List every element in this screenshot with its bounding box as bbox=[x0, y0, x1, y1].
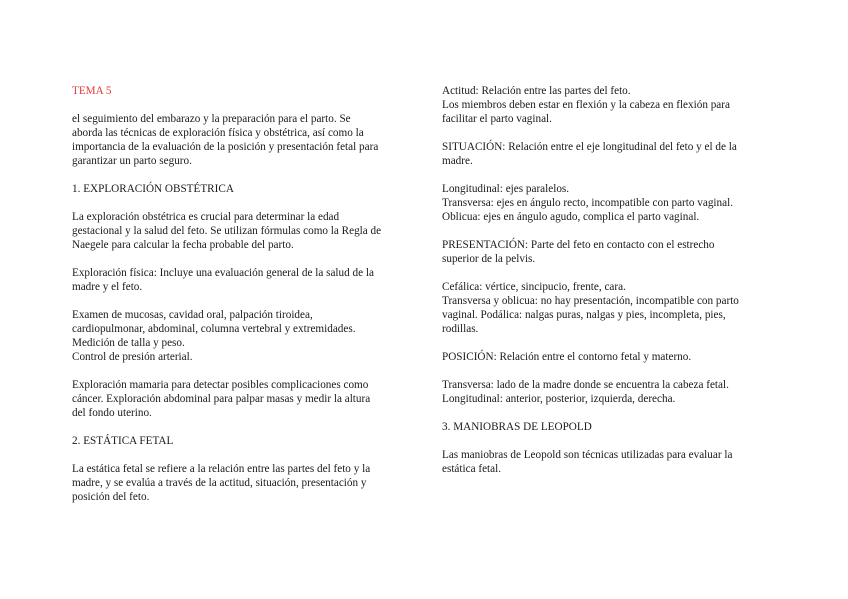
paragraph: La estática fetal se refiere a la relación entre las partes del feto y la madre, y se evalúa a través de la actitud, situación, presentación y posición del feto. bbox=[72, 463, 371, 503]
paragraph: POSICIÓN: Relación entre el contorno fetal y materno. bbox=[442, 351, 692, 363]
paragraph: La exploración obstétrica es crucial para determinar la edad gestacional y la salud del feto. Se utilizan fórmulas como la Regla de Naegele para calcular la fecha probable del parto. bbox=[72, 211, 382, 251]
right-column bbox=[442, 84, 778, 476]
intro-paragraph: el seguimiento del embarazo y la preparación para el parto. Se aborda las técnicas de exploración física y obstétrica, así como la importancia de la evaluación de la posición y presentación fetal para garantizar un parto seguro. bbox=[72, 113, 379, 167]
section-heading-leopold: 3. MANIOBRAS DE LEOPOLD bbox=[442, 421, 592, 433]
paragraph: Longitudinal: ejes paralelos. Transversa: ejes en ángulo recto, incompatible con parto vaginal. Oblicua: ejes en ángulo agudo, complica el parto vaginal. bbox=[442, 183, 733, 223]
paragraph: Las maniobras de Leopold son técnicas utilizadas para evaluar la estática fetal. bbox=[442, 449, 733, 475]
paragraph: Exploración física: Incluye una evaluación general de la salud de la madre y el feto. bbox=[72, 267, 374, 293]
paragraph: SITUACIÓN: Relación entre el eje longitudinal del feto y el de la madre. bbox=[442, 141, 737, 167]
left-column bbox=[72, 84, 410, 504]
paragraph: Actitud: Relación entre las partes del feto. Los miembros deben estar en flexión y la cabeza en flexión para facilitar el parto vaginal. bbox=[442, 85, 730, 125]
paragraph: Cefálica: vértice, sincipucio, frente, cara. Transversa y oblicua: no hay presentación, incompatible con parto vaginal. Podálica: nalgas puras, nalgas y pies, incompleta, pies, rodillas. bbox=[442, 281, 739, 335]
paragraph: Transversa: lado de la madre donde se encuentra la cabeza fetal. Longitudinal: anterior, posterior, izquierda, derecha. bbox=[442, 379, 729, 405]
paragraph: PRESENTACIÓN: Parte del feto en contacto con el estrecho superior de la pelvis. bbox=[442, 239, 715, 265]
topic-heading: TEMA 5 bbox=[72, 85, 112, 97]
section-heading-exploracion: 1. EXPLORACIÓN OBSTÉTRICA bbox=[72, 183, 234, 195]
section-heading-estatica: 2. ESTÁTICA FETAL bbox=[72, 435, 174, 447]
paragraph: Examen de mucosas, cavidad oral, palpación tiroidea, cardiopulmonar, abdominal, columna vertebral y extremidades. Medición de talla y peso. Control de presión arterial. bbox=[72, 309, 356, 363]
paragraph: Exploración mamaria para detectar posibles complicaciones como cáncer. Exploración abdominal para palpar masas y medir la altura del fondo uterino. bbox=[72, 379, 371, 419]
